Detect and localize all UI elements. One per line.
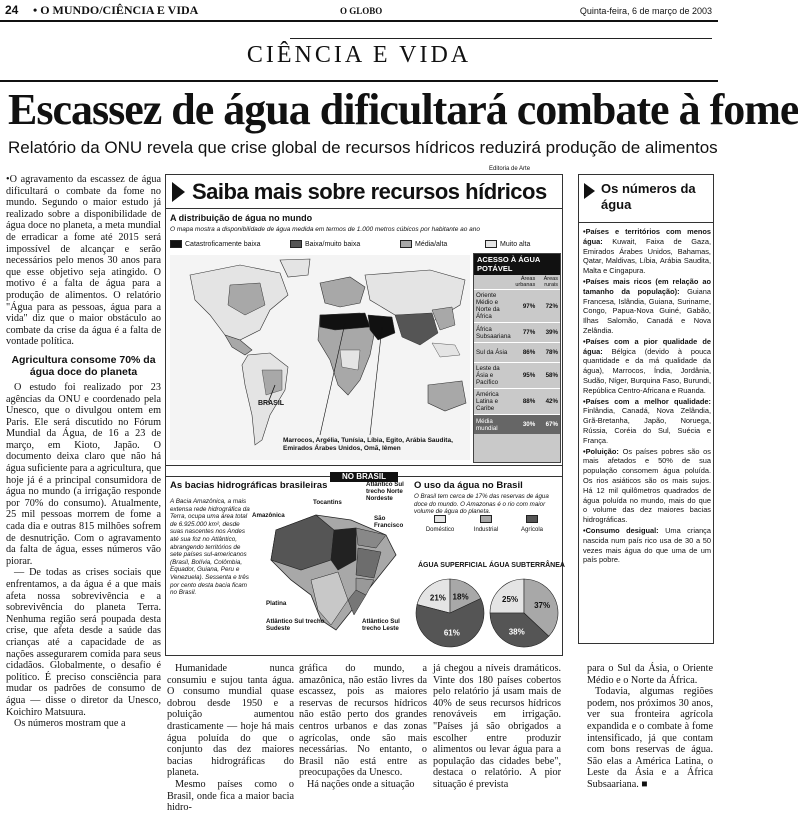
map-legend [170,237,560,253]
region-name: Média mundial [476,417,498,432]
no-brasil-label: NO BRASIL [330,472,398,482]
sidebar-item-lead: Poluição: [585,446,619,456]
legend-item [400,240,447,248]
sidebar-item-lead: Países com a melhor qualidade: [585,396,711,406]
headline-rule [0,80,718,82]
region-name: Oriente Médio e Norte da África [476,292,500,320]
rural-value: 67% [545,421,558,428]
urban-value: 30% [522,421,536,428]
sidebar-item [583,447,711,525]
pie-data-label: 21% [429,593,446,603]
headline: Escassez de água dificultará combate à fome [8,85,798,134]
infographic-title-bar [166,175,562,209]
label-tocantins: Tocantins [313,499,342,506]
legend-swatch [526,515,538,523]
label-norte-nordeste: Atlântico Sul trecho Norte Nordeste [366,481,404,502]
sidebar-item [583,526,711,565]
water-use-pie-charts [414,569,562,655]
article-paragraph: — De todas as crises sociais que enfrentamos, a da água é a que mais afeta nossa sobrevivência e a sobrevivência do planeta Terra. Nenhuma região será poupada desta crise, que afeta desde a saúde das crianças até a capacidade de as nações assegurarem comida para seus cidadãos. Globalmente, o desafio é político. É preciso consciência para mudar os padrões de consumo de água — disse o diretor da Unesco, Koichiro Matsuura. [6,567,161,718]
legend-item [290,240,360,248]
legend-item [485,240,530,248]
article-paragraph: já chegou a níveis dramáticos. Vinte dos 180 países cobertos pelo relatório já usam mais de 40% de seus recursos hídricos renováveis em irrigação. "Países já são obrigados a escolher entre produzir alimentos ou levar água para a população das cidades bebe", destaca o relatório. A pior situação é prevista [433,663,561,790]
label-amazonica: Amazônica [252,512,285,519]
sidebar-item-text: Bélgica (devido à pouca quantidade e da má qualidade da água), Marrocos, Índia, Jordânia, Sudão, Níger, Burquina Faso, Burundi, República Centro-Africana e Ruanda. [583,346,711,395]
article-column-3 [299,663,427,790]
map-heading: A distribuição de água no mundo [170,213,313,223]
pie-title-subterranea: ÁGUA SUBTERRÂNEA [489,562,565,569]
rural-value: 39% [545,329,558,336]
region-name: África Subsaariana [476,325,511,340]
article-column-1 [6,174,161,774]
access-table-header [474,275,560,289]
sidebar-item-text: Guiana Francesa, Islândia, Guiana, Suriname, Congo, Papua-Nova Guiné, Gabão, Ilhas Salomão, Canadá e Nova Zelândia. [583,286,711,335]
legend-item [418,515,462,533]
sidebar-item [583,337,711,396]
page-header [0,0,718,22]
newspaper-name: O GLOBO [340,6,383,16]
numbers-sidebar [578,174,714,644]
brasil-map-label: BRASIL [258,400,285,407]
table-row [474,289,560,322]
article-subheading: Agricultura consome 70% da água doce do planeta [11,353,156,378]
legend-label: Catastroficamente baixa [185,240,261,248]
legend-swatch [170,240,182,248]
article-paragraph: Há nações onde a situação [307,778,415,790]
legend-label: Muito alta [500,240,531,248]
basins-heading: As bacias hidrográficas brasileiras [170,480,328,491]
legend-label: Baixa/muito baixa [305,240,361,248]
infographic [165,174,563,656]
rural-value: 78% [545,349,558,356]
article-paragraph: • O agravamento da escassez de água dificultará o combate da fome no mundo. Segundo o maior estudo já realizado sobre a disponibilidade de água doce no planeta, a meta mundial de erradicar a fome até 2015 será impossível de alcançar e serão necessários pelo menos 30 anos para que esse objetivo seja atingido. O motivo é a falta de água para a produção de alimentos. O relatório "Água para as pessoas, água para a vida" diz que o maior obstáculo ao combate da crise da água é a falta de vontade política. [6,174,161,348]
sidebar-item-lead: Consumo desigual: [585,525,659,535]
sidebar-title: Os números da água [601,181,696,212]
access-table-title: ACESSO À ÁGUA POTÁVEL [474,254,560,275]
section-name: • O MUNDO/CIÊNCIA E VIDA [33,3,199,17]
infographic-title: Saiba mais sobre recursos hídricos [192,179,547,204]
article-paragraph: O estudo foi realizado por 23 agências da ONU e coordenado pela Unesco, que o divulgou ontem em Paris. Ele será discutido no Fórum Mundial da Água, de 16 a 23 de março, em Kioto, Japão. O documento deixa claro que não há água suficiente para a agricultura, que hoje já é a principal consumidora de água no mundo (a irrigação responde por 70% do consumo). Atualmente, 25 mil pessoas morrem de fome a cada dia e outras 815 milhões sofrem de desnutrição. Com o agravamento da falta de água, esses números vão piorar. [6,381,161,567]
pie-title-superficial: ÁGUA SUPERFICIAL [418,562,487,569]
article-paragraph: gráfica do mundo, a amazônica, não estão livres da escassez, pois as maiores reservas de recursos hídricos não estão perto dos grandes centros urbanos e das zonas agrícolas, onde são mais necessárias. No entanto, o Brasil não está entre as preocupações da Unesco. [299,663,427,779]
access-col-urban: Áreas urbanas [515,276,536,288]
no-brasil-divider [166,465,562,481]
legend-label: Industrial [473,527,499,533]
table-row-average [474,414,560,434]
article-paragraph: Os números mostram que a [14,718,126,730]
page-number: 24 [5,3,19,17]
sidebar-title-bar [579,175,713,223]
label-leste: Atlântico Sul trecho Leste [362,618,400,632]
urban-value: 77% [522,329,536,336]
legend-swatch [400,240,412,248]
label-sao-francisco: São Francisco [374,515,404,529]
map-subtitle: O mapa mostra a disponibilidade de água medida em termos de 1.000 metros cúbicos por habitante ao ano [170,226,481,233]
legend-item [170,240,260,248]
basin-amazonica [271,515,334,570]
sidebar-item-lead: Países com a pior qualidade de água: [583,336,711,356]
label-sudeste: Atlântico Sul trecho Sudeste [266,618,325,632]
map-caption: Marrocos, Argélia, Tunísia, Líbia, Egito, Arábia Saudita, Emirados Árabes Unidos, Omã, Iêmen [283,437,453,452]
sidebar-item-text: Os países pobres são os mais afetados e 50% de sua população consomem água poluída. Os rios asiáticos são os mais sujos. Há 12 mil quilômetros quadrados de água poluída no mundo, mais do que o volume das dez maiores bacias hidrográficas. [583,446,711,525]
art-credit: Editoria de Arte [489,166,531,172]
article-paragraph: Mesmo países como o Brasil, onde fica a maior bacia hidro- [167,778,294,814]
water-use-legend [418,515,558,543]
table-row [474,322,560,342]
subheadline: Relatório da ONU revela que crise global de recursos hídricos reduzirá produção de alimentos [8,138,718,157]
central-africa [340,350,360,370]
sidebar-item-lead: Países e territórios com menos água: [583,227,711,246]
rural-value: 58% [545,372,558,379]
region-name: Leste da Ásia e Pacífico [476,365,500,386]
table-row [474,362,560,388]
triangle-icon [172,182,185,202]
sidebar-item-lead: Países mais ricos (em relação ao tamanho da população): [583,276,711,296]
kicker-rule [290,38,712,39]
article-paragraph: Todavia, algumas regiões podem, nos próximos 30 anos, ver sua fronteira agrícola expandida e o combate à fome intensificado, já que contam com bons reservas de água. São elas a América Latina, o Leste da Ásia e a África Subsaariana. ■ [587,686,713,790]
pie-data-label: 18% [452,592,469,602]
article-column-5 [587,663,713,790]
article-column-2 [167,663,294,814]
article-paragraph: Humanidade nunca consumiu e sujou tanta água. O consumo mundial quase dobrou desde 1950 e a poluição aumentou drasticamente — hoje há mais água poluída do que o conjunto das dez maiores bacias hidrográficas do planeta. [167,663,294,779]
urban-value: 95% [522,372,536,379]
sidebar-item [583,227,711,276]
pie-data-label: 38% [508,627,525,637]
sidebar-item-text: Uma criança nascida num país rico usa de 30 a 50 vezes mais água do que uma de um país pobre. [583,525,711,565]
legend-item [510,515,554,533]
legend-swatch [290,240,302,248]
pie-data-label: 61% [443,628,460,638]
legend-swatch [485,240,497,248]
sidebar-item [583,397,711,446]
urban-value: 97% [522,302,536,310]
sidebar-item-text: Kuwait, Faixa de Gaza, Emirados Árabes Unidos, Bahamas, Qatar, Maldivas, Líbia, Arábia Saudita, Malta e Cingapura. [583,236,711,276]
urban-value: 88% [522,398,536,405]
triangle-icon [584,183,595,199]
access-col-region [476,276,512,288]
region-name: Sul da Ásia [476,349,508,356]
issue-date: Quinta-feira, 6 de março de 2003 [579,6,712,16]
legend-label: Média/alta [415,240,448,248]
sidebar-item [583,277,711,336]
water-use-text: O Brasil tem cerca de 17% das reservas de água doce do mundo. O Amazonas é o rio com maior volume de água do planeta. [414,493,549,515]
basins-text: A Bacia Amazônica, a mais extensa rede hidrográfica da Terra, ocupa uma área total de 6.925.000 km², desde suas nascentes nos Andes até sua foz no Atlântico, abrangendo territórios de sete países sul-americanos (Brasil, Bolívia, Colômbia, Equador, Guiana, Peru e Venezuela). Sessenta e três por cento desta bacia ficam no Brasil. [170,498,250,597]
table-row [474,342,560,362]
access-col-rural: Áreas rurais [543,276,558,288]
pie-data-label: 25% [502,595,519,605]
section-kicker: CIÊNCIA E VIDA [246,42,472,68]
legend-label: Agrícola [520,527,543,533]
north-africa [320,313,370,330]
water-use-heading: O uso da água no Brasil [414,480,523,491]
region-name: América Latina e Caribe [476,391,499,412]
label-platina: Platina [266,600,287,607]
table-row [474,388,560,414]
drinking-water-access-table [473,253,561,463]
article-column-4 [433,663,561,790]
rural-value: 42% [545,398,558,405]
legend-item [464,515,508,533]
legend-label: Doméstico [425,527,455,533]
sidebar-body [583,227,711,566]
legend-swatch [480,515,492,523]
world-water-map [170,255,470,460]
rural-value: 72% [545,302,558,310]
pie-data-label: 37% [534,601,551,611]
article-paragraph: para o Sul da Ásia, o Oriente Médio e o Norte da África. [587,663,713,686]
sidebar-item-text: Finlândia, Canadá, Nova Zelândia, Grã-Bretanha, Japão, Noruega, Rússia, Coréia do Sul, Suécia e França. [583,406,711,445]
urban-value: 86% [522,349,536,356]
legend-swatch [434,515,446,523]
